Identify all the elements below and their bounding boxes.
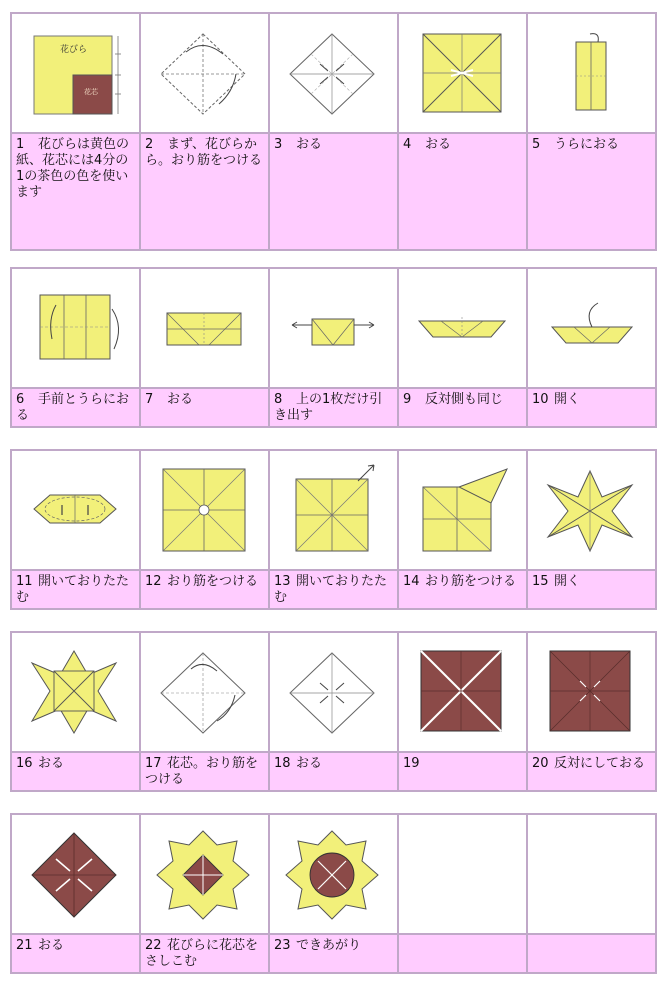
step-4-illustration: [398, 13, 527, 133]
step-block-5: [10, 813, 657, 974]
step-19-caption: 19: [398, 752, 527, 791]
step-5-illustration: [527, 13, 656, 133]
step-16-illustration: [11, 632, 140, 752]
step-16-caption: 16 おる: [11, 752, 140, 791]
step-15-illustration: [527, 450, 656, 570]
step-23-illustration: [269, 814, 398, 934]
step-14-illustration: [398, 450, 527, 570]
step-19-illustration: [398, 632, 527, 752]
step-3-illustration: [269, 13, 398, 133]
step-20-illustration: [527, 632, 656, 752]
step-7-illustration: [140, 268, 269, 388]
step-18-caption: 18 おる: [269, 752, 398, 791]
step-9-illustration: [398, 268, 527, 388]
step-6-illustration: [11, 268, 140, 388]
step-11-illustration: [11, 450, 140, 570]
step-21-illustration: [11, 814, 140, 934]
step-18-illustration: [269, 632, 398, 752]
step-1-core-label: 花芯: [84, 88, 98, 96]
step-14-caption: 14 おり筋をつける: [398, 570, 527, 609]
step-2-illustration: [140, 13, 269, 133]
step-8-caption: 8 上の1枚だけ引き出す: [269, 388, 398, 427]
step-21-caption: 21 おる: [11, 934, 140, 973]
step-13-illustration: [269, 450, 398, 570]
step-5-caption: 5 うらにおる: [527, 133, 656, 250]
step-12-caption: 12 おり筋をつける: [140, 570, 269, 609]
step-12-illustration: [140, 450, 269, 570]
step-22-illustration: [140, 814, 269, 934]
empty-caption-2: [527, 934, 656, 973]
step-10-caption: 10 開く: [527, 388, 656, 427]
step-11-caption: 11 開いておりたたむ: [11, 570, 140, 609]
step-2-caption: 2 まず、花びらから。おり筋をつける: [140, 133, 269, 250]
step-4-caption: 4 おる: [398, 133, 527, 250]
step-23-caption: 23 できあがり: [269, 934, 398, 973]
step-20-caption: 20 反対にしておる: [527, 752, 656, 791]
step-block-4: [10, 631, 657, 792]
step-3-caption: 3 おる: [269, 133, 398, 250]
step-1-petal-label: 花びら: [60, 45, 88, 55]
step-8-illustration: [269, 268, 398, 388]
empty-illustration-1: [398, 814, 527, 934]
step-1-illustration: [11, 13, 140, 133]
step-block-1: [10, 12, 657, 251]
step-block-2: [10, 267, 657, 428]
step-15-caption: 15 開く: [527, 570, 656, 609]
step-17-illustration: [140, 632, 269, 752]
step-22-caption: 22 花びらに花芯をさしこむ: [140, 934, 269, 973]
step-9-caption: 9 反対側も同じ: [398, 388, 527, 427]
step-6-caption: 6 手前とうらにおる: [11, 388, 140, 427]
step-13-caption: 13 開いておりたたむ: [269, 570, 398, 609]
step-block-3: [10, 449, 657, 610]
step-7-caption: 7 おる: [140, 388, 269, 427]
step-1-caption: 1 花びらは黄色の紙、花芯には4分の1の茶色の色を使います: [11, 133, 140, 250]
empty-caption-1: [398, 934, 527, 973]
step-10-illustration: [527, 268, 656, 388]
empty-illustration-2: [527, 814, 656, 934]
step-17-caption: 17 花芯。おり筋をつける: [140, 752, 269, 791]
